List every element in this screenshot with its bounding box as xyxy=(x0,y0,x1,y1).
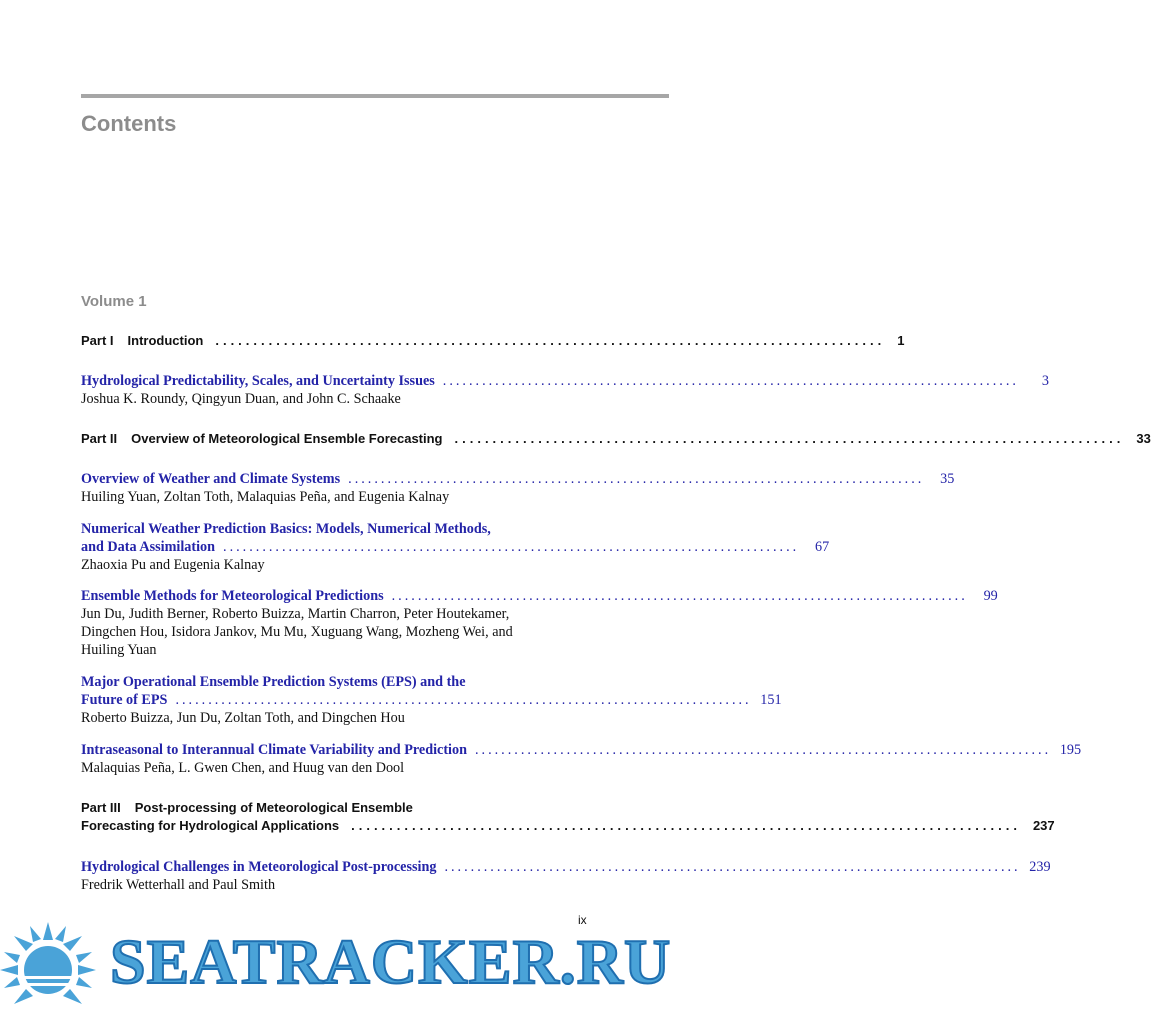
page-number: 3 xyxy=(1041,373,1049,389)
chapter-entry[interactable] xyxy=(81,470,955,506)
chapter-authors: Zhaoxia Pu and Eugenia Kalnay xyxy=(81,557,265,573)
chapter-authors: Joshua K. Roundy, Qingyun Duan, and John C. Schaake xyxy=(81,391,401,407)
part-entry[interactable] xyxy=(81,430,1151,448)
watermark-text: SEATRACKER.RU xyxy=(110,926,672,997)
dot-leader: ........................................................................................ xyxy=(442,373,1019,389)
part-label: Part III xyxy=(81,800,121,815)
part-entry[interactable] xyxy=(81,799,1055,835)
chapter-title: Intraseasonal to Interannual Climate Variability and Prediction xyxy=(81,742,467,758)
chapter-authors: Huiling Yuan, Zoltan Toth, Malaquias Peña, and Eugenia Kalnay xyxy=(81,489,450,505)
chapter-title: Hydrological Predictability, Scales, and Uncertainty Issues xyxy=(81,373,435,389)
contents-heading: Contents xyxy=(81,111,177,136)
chapter-title: and Data Assimilation xyxy=(81,539,216,555)
top-rule xyxy=(81,94,669,98)
dot-leader: ........................................................................................ xyxy=(348,471,925,487)
chapter-authors: Jun Du, Judith Berner, Roberto Buizza, Martin Charron, Peter Houtekamer, Dingchen Hou, Isidora Jankov, Mu Mu, Xuguang Wang, Mozheng Wei, and Huiling Yuan xyxy=(81,606,513,658)
page-number: 33 xyxy=(1136,431,1151,446)
part-label: Part I xyxy=(81,333,114,348)
part-title: Forecasting for Hydrological Applications xyxy=(81,818,340,833)
dot-leader: ........................................................................................ xyxy=(223,539,800,555)
page-number: 99 xyxy=(983,588,998,604)
page-number: 67 xyxy=(814,539,830,555)
part-label: Part II xyxy=(81,431,118,446)
chapter-authors: Fredrik Wetterhall and Paul Smith xyxy=(81,877,276,893)
part-entry[interactable] xyxy=(81,332,905,350)
folio-page-number: ix xyxy=(578,913,587,927)
dot-leader: ........................................................................................ xyxy=(454,431,1125,446)
page-number: 151 xyxy=(760,692,782,708)
page-number: 195 xyxy=(1059,742,1082,758)
page-number: 237 xyxy=(1032,818,1055,833)
chapter-entry[interactable] xyxy=(81,520,830,574)
chapter-entry[interactable] xyxy=(81,587,998,659)
part-title: Introduction xyxy=(127,333,204,348)
chapter-title: Numerical Weather Prediction Basics: Models, Numerical Methods, xyxy=(81,521,491,537)
chapter-title: Overview of Weather and Climate Systems xyxy=(81,471,341,487)
chapter-title: Ensemble Methods for Meteorological Predictions xyxy=(81,588,384,604)
dot-leader: ........................................................................................ xyxy=(351,818,1021,833)
dot-leader: ........................................................................................ xyxy=(391,588,968,604)
chapter-title: Major Operational Ensemble Prediction Systems (EPS) and the xyxy=(81,674,466,690)
page-number: 1 xyxy=(897,333,905,348)
dot-leader: ........................................................................................ xyxy=(175,692,752,708)
volume-heading: Volume 1 xyxy=(81,293,147,310)
part-title: Overview of Meteorological Ensemble Forecasting xyxy=(131,431,443,446)
chapter-authors: Malaquias Peña, L. Gwen Chen, and Huug van den Dool xyxy=(81,760,405,776)
chapter-entry[interactable] xyxy=(81,858,1051,894)
chapter-authors: Roberto Buizza, Jun Du, Zoltan Toth, and Dingchen Hou xyxy=(81,710,405,726)
dot-leader: ........................................................................................ xyxy=(444,859,1021,875)
chapter-title: Future of EPS xyxy=(81,692,168,708)
dot-leader: ........................................................................................ xyxy=(474,742,1052,758)
page-number: 239 xyxy=(1029,859,1051,875)
dot-leader: ........................................................................................ xyxy=(215,333,886,348)
page-number: 35 xyxy=(940,471,955,487)
part-title: Post-processing of Meteorological Ensemble xyxy=(134,800,413,815)
chapter-entry[interactable] xyxy=(81,741,1082,777)
chapter-entry[interactable] xyxy=(81,673,782,727)
chapter-entry[interactable] xyxy=(81,372,1049,408)
chapter-title: Hydrological Challenges in Meteorological Post-processing xyxy=(81,859,437,875)
